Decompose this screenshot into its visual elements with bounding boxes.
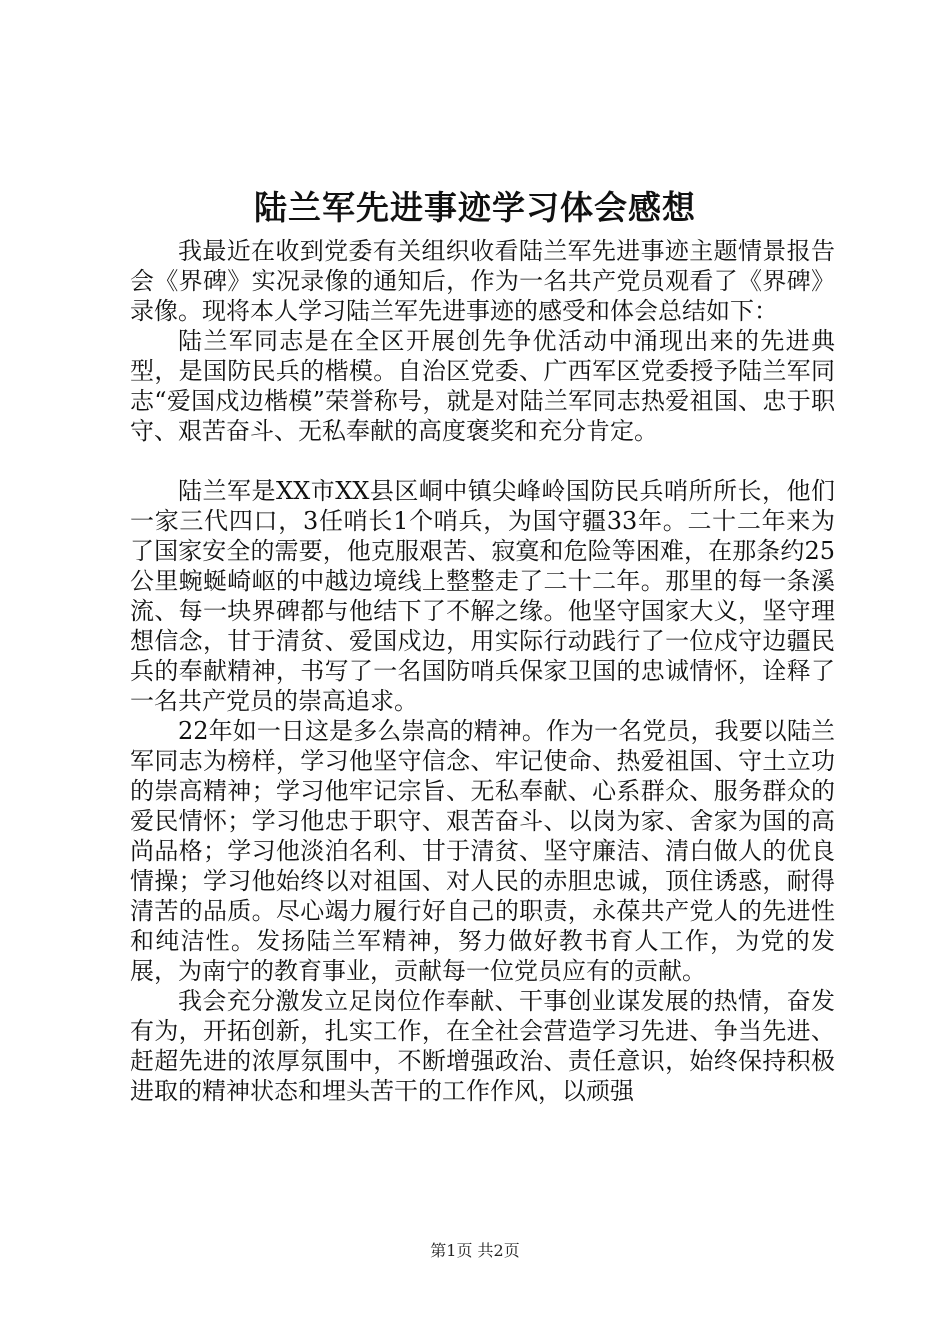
page-number-footer: 第1页 共2页 (430, 1241, 520, 1260)
paragraph-learning: 22年如一日这是多么崇高的精神。作为一名党员，我要以陆兰军同志为榜样，学习他坚守信念、牢记使命、热爱祖国、守土立功的崇高精神；学习他牢记宗旨、无私奉献、心系群众、服务群众的爱民情怀；学习他忠于职守、艰苦奋斗、以岗为家、舍家为国的高尚品格；学习他淡泊名利、甘于清贫、坚守廉洁、清白做人的优良情操；学习他始终以对祖国、对人民的赤胆忠诚，顶住诱惑，耐得清苦的品质。尽心竭力履行好自己的职责，永葆共产党人的先进性和纯洁性。发扬陆兰军精神，努力做好教书育人工作，为党的发展，为南宁的教育事业，贡献每一位党员应有的贡献。 (130, 717, 835, 985)
paragraph-spacer (130, 446, 835, 476)
paragraph-intro: 我最近在收到党委有关组织收看陆兰军先进事迹主题情景报告会《界碑》实况录像的通知后，作为一名共产党员观看了《界碑》录像。现将本人学习陆兰军先进事迹的感受和体会总结如下： (130, 237, 835, 325)
paragraph-commitment: 我会充分激发立足岗位作奉献、干事创业谋发展的热情，奋发有为，开拓创新，扎实工作，在全社会营造学习先进、争当先进、赶超先进的浓厚氛围中，不断增强政治、责任意识，始终保持积极进取的精神状态和埋头苦干的工作作风，以顽强 (130, 987, 835, 1105)
paragraph-honor: 陆兰军同志是在全区开展创先争优活动中涌现出来的先进典型，是国防民兵的楷模。自治区党委、广西军区党委授予陆兰军同志“爱国戍边楷模”荣誉称号，就是对陆兰军同志热爱祖国、忠于职守、艰苦奋斗、无私奉献的高度褒奖和充分肯定。 (130, 327, 835, 445)
document-title: 陆兰军先进事迹学习体会感想 (254, 188, 696, 227)
paragraph-biography: 陆兰军是XX市XX县区峒中镇尖峰岭国防民兵哨所所长，他们一家三代四口，3任哨长1个哨兵，为国守疆33年。二十二年来为了国家安全的需要，他克服艰苦、寂寞和危险等困难，在那条约25公里蜿蜒崎岖的中越边境线上整整走了二十二年。那里的每一条溪流、每一块界碑都与他结下了不解之缘。他坚守国家大义，坚守理想信念，甘于清贫、爱国戍边，用实际行动践行了一位戍守边疆民兵的奉献精神，书写了一名国防哨兵保家卫国的忠诚情怀，诠释了一名共产党员的崇高追求。 (130, 477, 835, 715)
document-body (130, 236, 835, 1106)
